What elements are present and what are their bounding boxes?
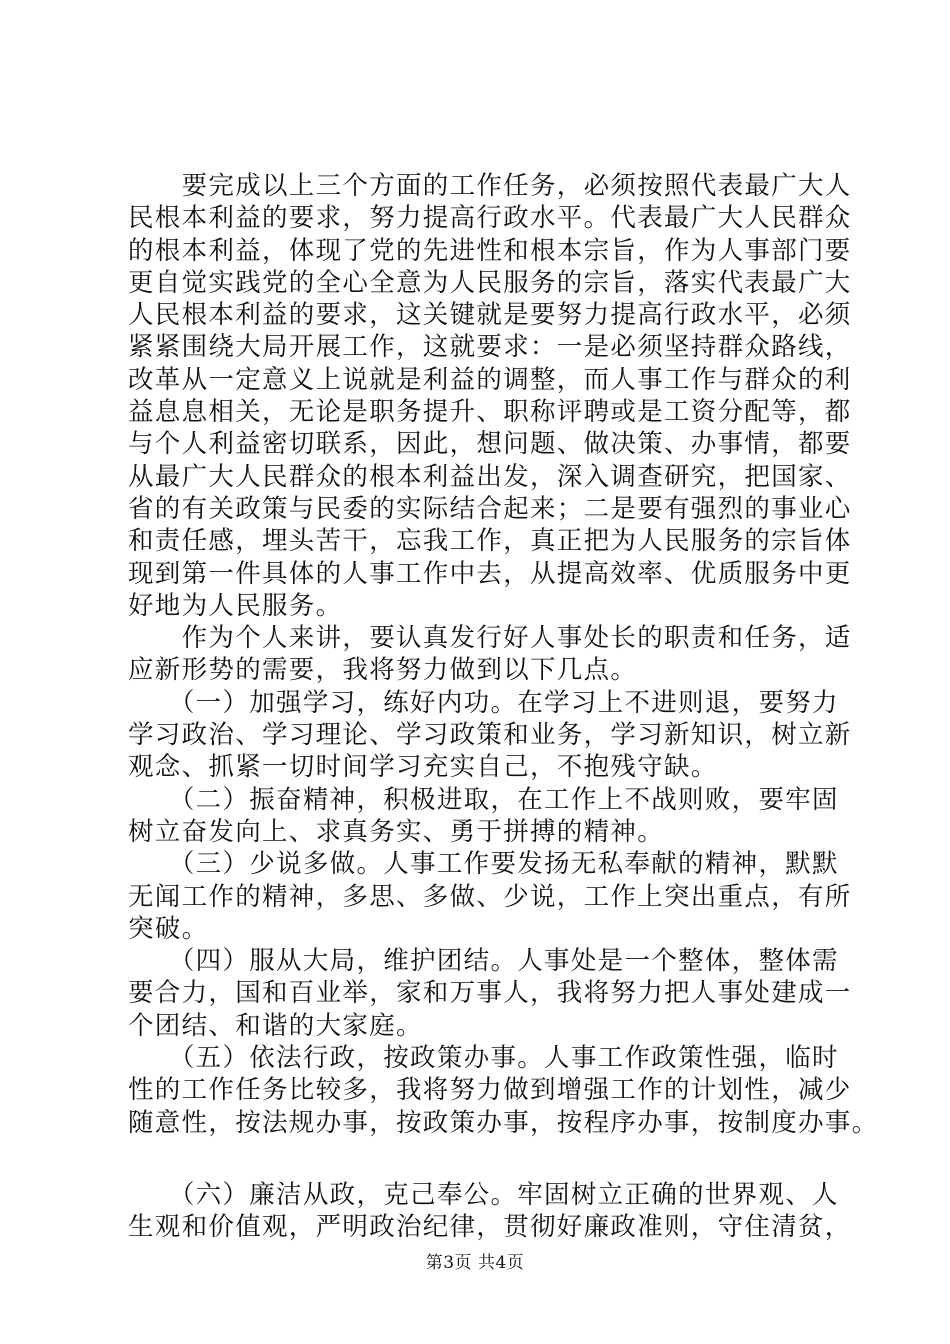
text-line: 个团结、和谐的大家庭。 <box>128 1010 423 1041</box>
text-line: 随意性，按法规办事，按政策办事，按程序办事，按制度办事。 <box>128 1107 879 1138</box>
text-line: 突破。 <box>128 913 209 944</box>
text-line: 益息息相关，无论是职务提升、职称评聘或是工资分配等，都 <box>128 397 852 428</box>
text-line: 性的工作任务比较多，我将努力做到增强工作的计划性，减少 <box>128 1075 852 1106</box>
text-line: 的根本利益，体现了党的先进性和根本宗旨，作为人事部门要 <box>128 235 852 266</box>
text-line: 省的有关政策与民委的实际结合起来；二是要有强烈的事业心 <box>128 493 852 524</box>
text-line: 从最广大人民群众的根本利益出发，深入调查研究，把国家、 <box>128 461 852 492</box>
text-line: 作为个人来讲，要认真发行好人事处长的职责和任务，适 <box>128 623 852 654</box>
text-line: 人民根本利益的要求，这关键就是要努力提高行政水平，必须 <box>128 300 852 331</box>
text-line: （三）少说多做。人事工作要发扬无私奉献的精神，默默 <box>128 849 839 880</box>
text-line: 应新形势的需要，我将努力做到以下几点。 <box>128 655 638 686</box>
text-line: 好地为人民服务。 <box>128 590 343 621</box>
text-line: 改革从一定意义上说就是利益的调整，而人事工作与群众的利 <box>128 364 852 395</box>
text-line: 和责任感，埋头苦干，忘我工作，真正把为人民服务的宗旨体 <box>128 526 852 557</box>
text-line: （一）加强学习，练好内功。在学习上不进则退，要努力 <box>128 687 839 718</box>
text-line: 生观和价值观，严明政治纪律，贯彻好廉政准则，守住清贫， <box>128 1212 852 1243</box>
text-line: （四）服从大局，维护团结。人事处是一个整体，整体需 <box>128 946 839 977</box>
paragraph-gap <box>128 1139 848 1179</box>
text-line: 要合力，国和百业举，家和万事人，我将努力把人事处建成一 <box>128 978 852 1009</box>
text-line: （六）廉洁从政，克己奉公。牢固树立正确的世界观、人 <box>128 1179 839 1210</box>
text-line: 观念、抓紧一切时间学习充实自己，不抱残守缺。 <box>128 752 718 783</box>
text-line: （二）振奋精神，积极进取，在工作上不战则败，要牢固 <box>128 784 839 815</box>
text-line: 现到第一件具体的人事工作中去，从提高效率、优质服务中更 <box>128 558 852 589</box>
text-line: 更自觉实践党的全心全意为人民服务的宗旨，落实代表最广大 <box>128 267 852 298</box>
document-body <box>128 170 879 1244</box>
page-number-footer: 第3页 共4页 <box>425 1253 525 1273</box>
text-line: 紧紧围绕大局开展工作，这就要求：一是必须坚持群众路线， <box>128 332 852 363</box>
text-line: 无闻工作的精神，多思、多做、少说，工作上突出重点，有所 <box>128 881 852 912</box>
text-line: 与个人利益密切联系，因此，想问题、做决策、办事情，都要 <box>128 429 852 460</box>
text-line: 学习政治、学习理论、学习政策和业务，学习新知识，树立新 <box>128 720 852 751</box>
text-line: 树立奋发向上、求真务实、勇于拼搏的精神。 <box>128 816 665 847</box>
text-line: （五）依法行政，按政策办事。人事工作政策性强，临时 <box>128 1043 839 1074</box>
text-line: 要完成以上三个方面的工作任务，必须按照代表最广大人 <box>128 171 852 201</box>
text-line: 民根本利益的要求，努力提高行政水平。代表最广大人民群众 <box>128 203 852 234</box>
